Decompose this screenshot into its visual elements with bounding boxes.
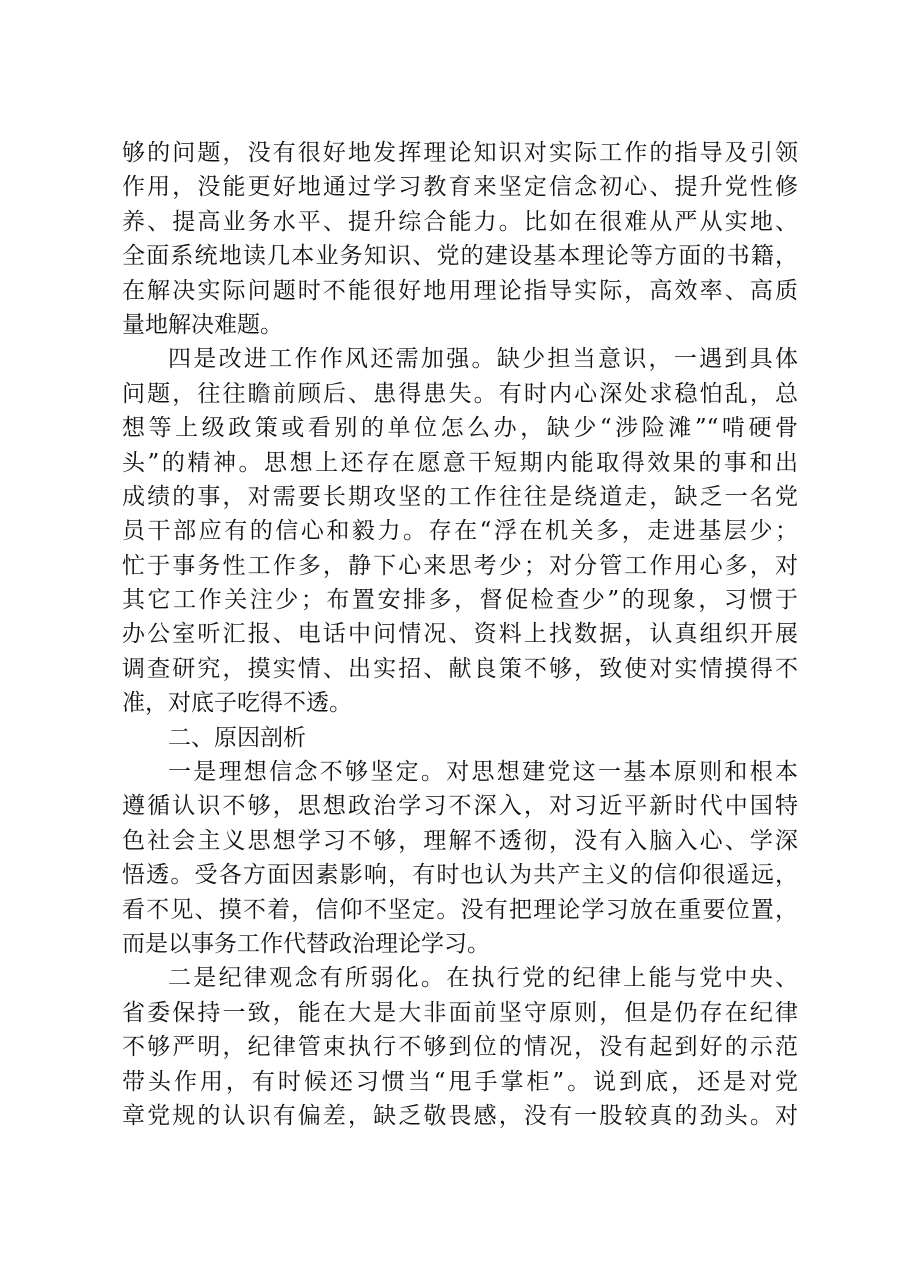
text-line: 成绩的事，对需要长期攻坚的工作往往是绕道走，缺乏一名党 bbox=[122, 483, 798, 510]
text-line: 看不见、摸不着，信仰不坚定。没有把理论学习放在重要位置， bbox=[122, 896, 798, 923]
text-line: 四是改进工作作风还需加强。缺少担当意识，一遇到具体 bbox=[168, 346, 798, 373]
text-line: 问题，往往瞻前顾后、患得患失。有时内心深处求稳怕乱，总 bbox=[122, 380, 798, 407]
text-line: 省委保持一致，能在大是大非面前坚守原则，但是仍存在纪律 bbox=[122, 999, 798, 1026]
document-body bbox=[122, 136, 798, 1133]
text-line: 在解决实际问题时不能很好地用理论指导实际，高效率、高质 bbox=[122, 277, 798, 304]
text-line: 章党规的认识有偏差，缺乏敬畏感，没有一股较真的劲头。对 bbox=[122, 1102, 798, 1129]
text-line: 二是纪律观念有所弱化。在执行党的纪律上能与党中央、 bbox=[168, 965, 798, 992]
text-line: 头”的精神。思想上还存在愿意干短期内能取得效果的事和出 bbox=[122, 449, 798, 476]
text-line: 作用，没能更好地通过学习教育来坚定信念初心、提升党性修 bbox=[122, 174, 798, 201]
text-line: 够的问题，没有很好地发挥理论知识对实际工作的指导及引领 bbox=[122, 140, 798, 166]
text-line: 准，对底子吃得不透。 bbox=[122, 690, 352, 717]
text-line: 不够严明，纪律管束执行不够到位的情况，没有起到好的示范 bbox=[122, 1034, 798, 1061]
text-line: 养、提高业务水平、提升综合能力。比如在很难从严从实地、 bbox=[122, 208, 798, 235]
text-line: 遵循认识不够，思想政治学习不深入，对习近平新时代中国特 bbox=[122, 793, 798, 820]
text-line: 一是理想信念不够坚定。对思想建党这一基本原则和根本 bbox=[168, 759, 798, 786]
text-line: 员干部应有的信心和毅力。存在“浮在机关多，走进基层少； bbox=[122, 518, 798, 545]
text-line: 其它工作关注少；布置安排多，督促检查少”的现象，习惯于 bbox=[122, 587, 798, 614]
text-line: 带头作用，有时候还习惯当“甩手掌柜”。说到底，还是对党 bbox=[122, 1068, 798, 1095]
text-line: 量地解决难题。 bbox=[122, 311, 283, 338]
text-line: 二、原因剖析 bbox=[168, 724, 306, 751]
text-line: 调查研究，摸实情、出实招、献良策不够，致使对实情摸得不 bbox=[122, 655, 798, 682]
text-line: 而是以事务工作代替政治理论学习。 bbox=[122, 930, 490, 957]
text-line: 办公室听汇报、电话中问情况、资料上找数据，认真组织开展 bbox=[122, 621, 798, 648]
text-line: 全面系统地读几本业务知识、党的建设基本理论等方面的书籍， bbox=[122, 243, 798, 270]
text-line: 忙于事务性工作多，静下心来思考少；对分管工作用心多，对 bbox=[122, 552, 798, 579]
text-line: 悟透。受各方面因素影响，有时也认为共产主义的信仰很遥远， bbox=[122, 862, 798, 889]
text-line: 想等上级政策或看别的单位怎么办，缺少“涉险滩”“啃硬骨 bbox=[122, 415, 798, 442]
text-line: 色社会主义思想学习不够，理解不透彻，没有入脑入心、学深 bbox=[122, 827, 798, 854]
